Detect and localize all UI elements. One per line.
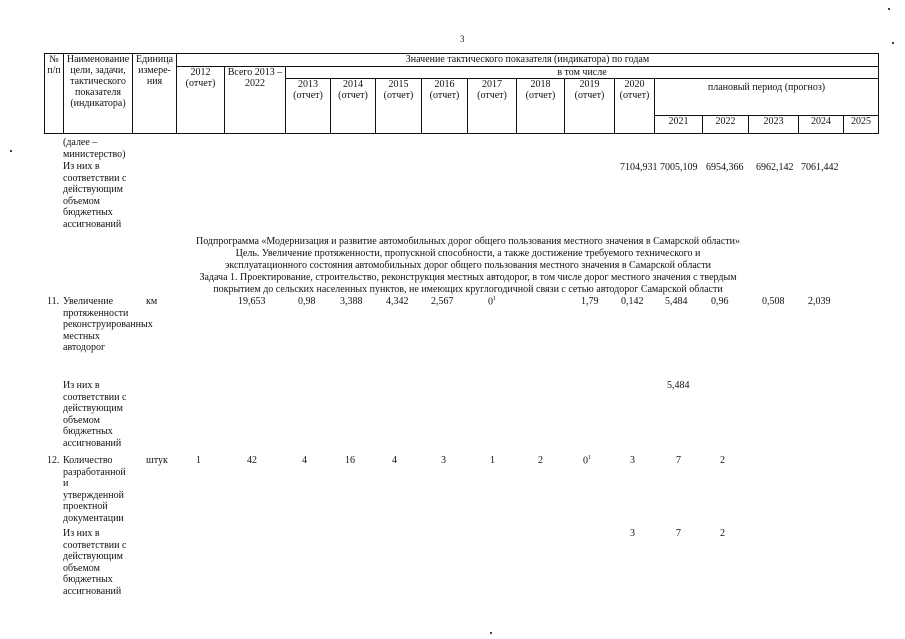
col-2017-header: 2017 (отчет): [468, 79, 517, 134]
row11-2016: 2,567: [431, 296, 454, 307]
col-2018-header: 2018 (отчет): [517, 79, 565, 134]
row11-sub-2021: 5,484: [667, 380, 690, 391]
scan-speck: [490, 632, 492, 634]
subprogram-goal: Цель. Увеличение протяженности, пропускной способности, а также достижение требуемого технического и: [235, 248, 701, 259]
row12-2021: 7: [676, 455, 681, 466]
row11-sub-label: Из них в соответствии с действующим объемом бюджетных ассигнований: [63, 380, 127, 449]
top-block-sub-label: Из них в соответствии с действующим объемом бюджетных ассигнований: [63, 161, 127, 230]
row11-2014: 3,388: [340, 296, 363, 307]
row12-2012: 1: [196, 455, 201, 466]
top-block-2023: 6962,142: [756, 162, 794, 173]
row11-2021: 5,484: [665, 296, 688, 307]
top-block-2022: 6954,366: [706, 162, 744, 173]
col-values-header: Значение тактического показателя (индикатора) по годам: [177, 54, 879, 67]
scan-speck: [888, 8, 890, 10]
row12-2022: 2: [720, 455, 725, 466]
row11-num: 11.: [47, 296, 60, 307]
col-2023-header: 2023: [749, 116, 799, 134]
row11-2019: 1,79: [581, 296, 599, 307]
subprogram-task-cont: покрытием до сельских населенных пунктов, не имеющих круглогодичной связи с сетью автодорог Самарской области: [213, 284, 723, 295]
row12-num: 12.: [47, 455, 60, 466]
row11-unit: км: [146, 296, 158, 307]
row11-name: Увеличение протяженности реконструированных местных автодорог: [63, 296, 153, 354]
row12-unit: штук: [146, 455, 168, 466]
page-number: 3: [460, 34, 465, 44]
subprogram-goal-cont: эксплуатационного состояния автомобильных дорог общего пользования местного значения в Самарской области: [225, 260, 711, 271]
row12-2020: 3: [630, 455, 635, 466]
top-block-2021: 7005,109: [660, 162, 698, 173]
top-block-2020: 7104,931: [620, 162, 658, 173]
scan-speck: [892, 42, 894, 44]
col-incl-header: в том числе: [286, 67, 879, 79]
row11-2022: 0,96: [711, 296, 729, 307]
row12-total: 42: [247, 455, 257, 466]
col-plan-header: плановый период (прогноз): [655, 79, 879, 116]
row11-2023: 0,508: [762, 296, 785, 307]
row12-2019: $0^1$: [583, 455, 591, 467]
col-2013-header: 2013 (отчет): [286, 79, 331, 134]
col-2012-header: 2012 (отчет): [177, 67, 225, 134]
top-block-2024: 7061,442: [801, 162, 839, 173]
row12-2015: 4: [392, 455, 397, 466]
row11-2024: 2,039: [808, 296, 831, 307]
header-table: [44, 53, 879, 134]
scan-speck: [10, 150, 12, 152]
col-2022-header: 2022: [703, 116, 749, 134]
col-total-header: Всего 2013 – 2022: [225, 67, 286, 134]
row11-2020: 0,142: [621, 296, 644, 307]
row12-2017: 1: [490, 455, 495, 466]
row11-2015: 4,342: [386, 296, 409, 307]
col-2020-header: 2020 (отчет): [615, 79, 655, 134]
col-name-header: Наименование цели, задачи, тактического показателя (индикатора): [64, 54, 133, 134]
row12-sub-2021: 7: [676, 528, 681, 539]
col-unit-header: Единица измере-ния: [133, 54, 177, 134]
row11-2013: 0,98: [298, 296, 316, 307]
row11-total: 19,653: [238, 296, 266, 307]
row12-2018: 2: [538, 455, 543, 466]
col-2016-header: 2016 (отчет): [422, 79, 468, 134]
row12-2013: 4: [302, 455, 307, 466]
col-num-header: № п/п: [45, 54, 64, 134]
col-2021-header: 2021: [655, 116, 703, 134]
subprogram-title: Подпрограмма «Модернизация и развитие автомобильных дорог общего пользования местного значения в Самарской области»: [195, 236, 741, 247]
top-block-label: (далее – министерство): [63, 137, 126, 160]
row12-sub-2020: 3: [630, 528, 635, 539]
col-2024-header: 2024: [799, 116, 844, 134]
row12-sub-2022: 2: [720, 528, 725, 539]
row12-2014: 16: [345, 455, 355, 466]
row12-2016: 3: [441, 455, 446, 466]
row11-2017: $0^1$: [488, 296, 496, 308]
col-2015-header: 2015 (отчет): [376, 79, 422, 134]
col-2025-header: 2025: [844, 116, 879, 134]
row12-sub-label: Из них в соответствии с действующим объемом бюджетных ассигнований: [63, 528, 127, 597]
col-2014-header: 2014 (отчет): [331, 79, 376, 134]
row12-name: Количество разработанной и утвержденной проектной документации: [63, 455, 126, 524]
col-2019-header: 2019 (отчет): [565, 79, 615, 134]
subprogram-task: Задача 1. Проектирование, строительство, реконструкция местных автодорог, в том числе дорог местного значения с твердым: [199, 272, 737, 283]
